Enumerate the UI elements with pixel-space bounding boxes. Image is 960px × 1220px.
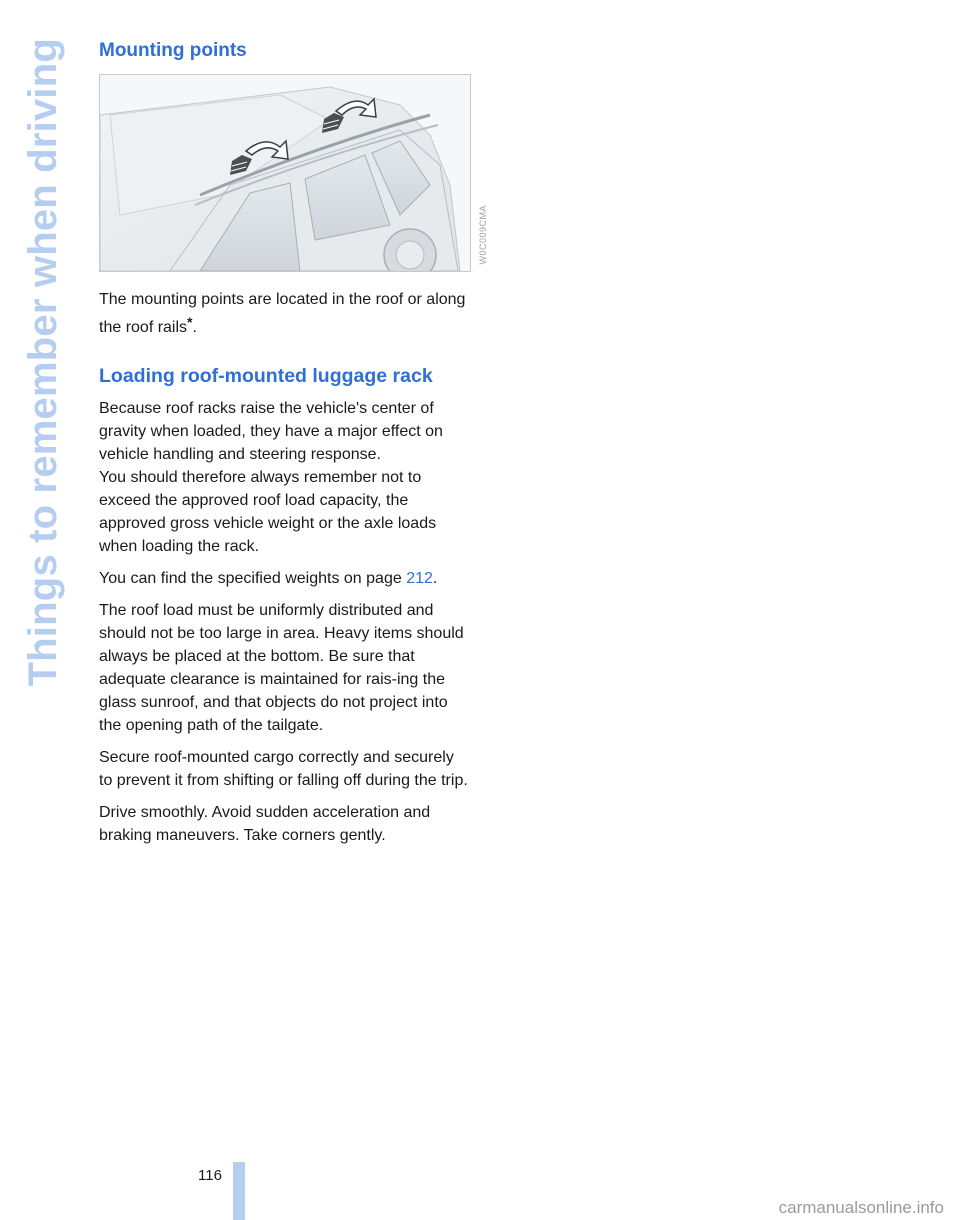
- page-212-link[interactable]: 212: [406, 570, 433, 587]
- mounting-points-caption: The mounting points are located in the roof or along the roof rails*.: [99, 291, 466, 336]
- roof-mounting-points-illustration: [99, 74, 471, 272]
- page-number: 116: [198, 1167, 222, 1184]
- optional-equipment-star-icon: *: [187, 314, 193, 330]
- car-roof-drawing: [100, 75, 470, 271]
- side-chapter-title-text: Things to remember when driving: [21, 38, 65, 687]
- page-content: [99, 38, 471, 847]
- heading-loading-roof-rack: Loading roof-mounted luggage rack: [99, 365, 433, 387]
- paragraph-secure-cargo: Secure roof-mounted cargo correctly and securely to prevent it from shifting or falling off during the trip.: [99, 749, 468, 789]
- paragraph-load-capacity: You should therefore always remember not to exceed the approved roof load capacity, the approved gross vehicle weight or the axle loads when loading the rack.: [99, 469, 437, 555]
- heading-mounting-points: Mounting points: [99, 40, 247, 61]
- footer-accent-bar: [233, 1162, 245, 1220]
- watermark: carmanualsonline.info: [778, 1198, 944, 1217]
- paragraph-weights-reference: You can find the specified weights on page 212.: [99, 570, 438, 587]
- paragraph-load-distribution: The roof load must be uniformly distributed and should not be too large in area. Heavy items should always be placed at the bottom. Be sure that adequate clearance is maintained for rais-ing the glass sunroof, and that objects do not project into the opening path of the tailgate.: [99, 602, 464, 734]
- paragraph-drive-smoothly: Drive smoothly. Avoid sudden acceleration and braking maneuvers. Take corners gently.: [99, 804, 431, 844]
- image-code: W0C009CMA: [478, 205, 488, 265]
- side-chapter-title: [16, 38, 70, 687]
- paragraph-center-of-gravity: Because roof racks raise the vehicle's center of gravity when loaded, they have a major effect on vehicle handling and steering response.: [99, 400, 443, 463]
